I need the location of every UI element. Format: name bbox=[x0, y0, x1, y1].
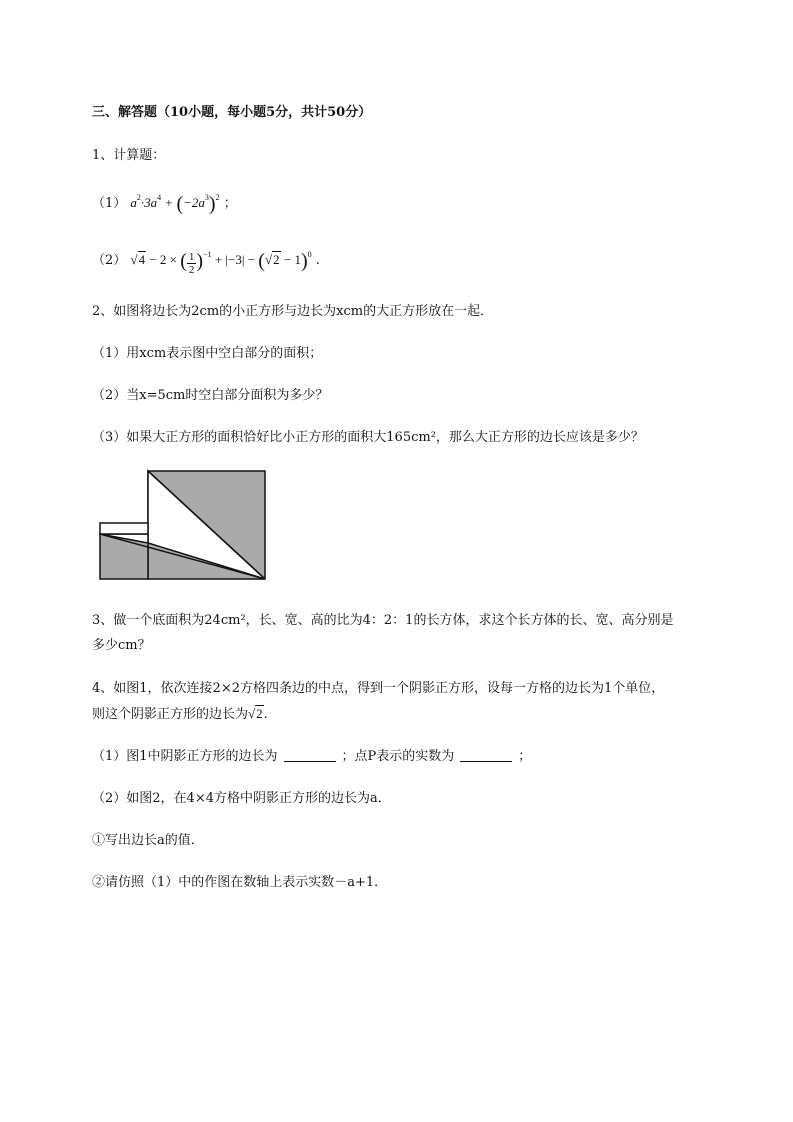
line-2-pre: 则这个阴影正方形的边长为 bbox=[92, 707, 249, 722]
question-4-part-2: （2）如图2，在4×4方格中阴影正方形的边长为a． bbox=[92, 791, 391, 806]
part-1-pre: （1）图1中阴影正方形的边长为 bbox=[92, 749, 278, 764]
question-3-line-2: 多少cm？ bbox=[92, 638, 151, 653]
expression-2: √4 − 2 × ( $\frac{1}{2}$ )$^{-1} + |-3| - (√2 - 1)^0$ bbox=[130, 250, 312, 276]
part-2-label: （2） bbox=[92, 253, 127, 268]
question-2-part-2: （2）当x=5cm时空白部分面积为多少？ bbox=[92, 388, 329, 403]
question-4-line-2 bbox=[92, 703, 268, 722]
question-4-part-1 bbox=[92, 745, 531, 764]
part-1-end: ； bbox=[223, 196, 237, 211]
question-3-line-1: 3、做一个底面积为24cm²，长、宽、高的比为4：2：1的长方体，求这个长方体的长、宽、高分别是 bbox=[92, 613, 674, 628]
question-1-part-1 bbox=[92, 192, 237, 216]
answer-blank-1[interactable] bbox=[284, 749, 336, 762]
part-1-end: ； bbox=[518, 749, 532, 764]
question-1-title: 1、计算题： bbox=[92, 148, 166, 163]
section-title: 三、解答题（10小题，每小题5分，共计50分） bbox=[92, 105, 372, 120]
question-4-line-1: 4、如图1，依次连接2×2方格四条边的中点，得到一个阴影正方形，设每一方格的边长为1个单位， bbox=[92, 681, 665, 696]
blank-strip bbox=[100, 523, 148, 534]
question-4-sub-2: ②请仿照（1）中的作图在数轴上表示实数－a+1． bbox=[92, 875, 388, 890]
part-1-mid: ；点P表示的实数为 bbox=[341, 749, 455, 764]
line-2-post: . bbox=[263, 707, 268, 722]
squares-figure bbox=[98, 467, 270, 587]
question-2-intro: 2、如图将边长为2cm的小正方形与边长为xcm的大正方形放在一起． bbox=[92, 304, 494, 319]
expression-1: $a^2\cdot 3a^4 + (-2a^3)^2$ bbox=[130, 193, 220, 215]
question-2-part-1: （1）用xcm表示图中空白部分的面积； bbox=[92, 346, 323, 361]
answer-blank-2[interactable] bbox=[460, 749, 512, 762]
question-1-part-2 bbox=[92, 249, 320, 276]
part-1-label: （1） bbox=[92, 196, 127, 211]
part-2-end: . bbox=[315, 253, 320, 268]
sqrt-2: √2 bbox=[248, 706, 263, 721]
question-4-sub-1: ①写出边长a的值． bbox=[92, 833, 204, 848]
question-2-part-3: （3）如果大正方形的面积恰好比小正方形的面积大165cm²，那么大正方形的边长应该是多少？ bbox=[92, 430, 644, 445]
